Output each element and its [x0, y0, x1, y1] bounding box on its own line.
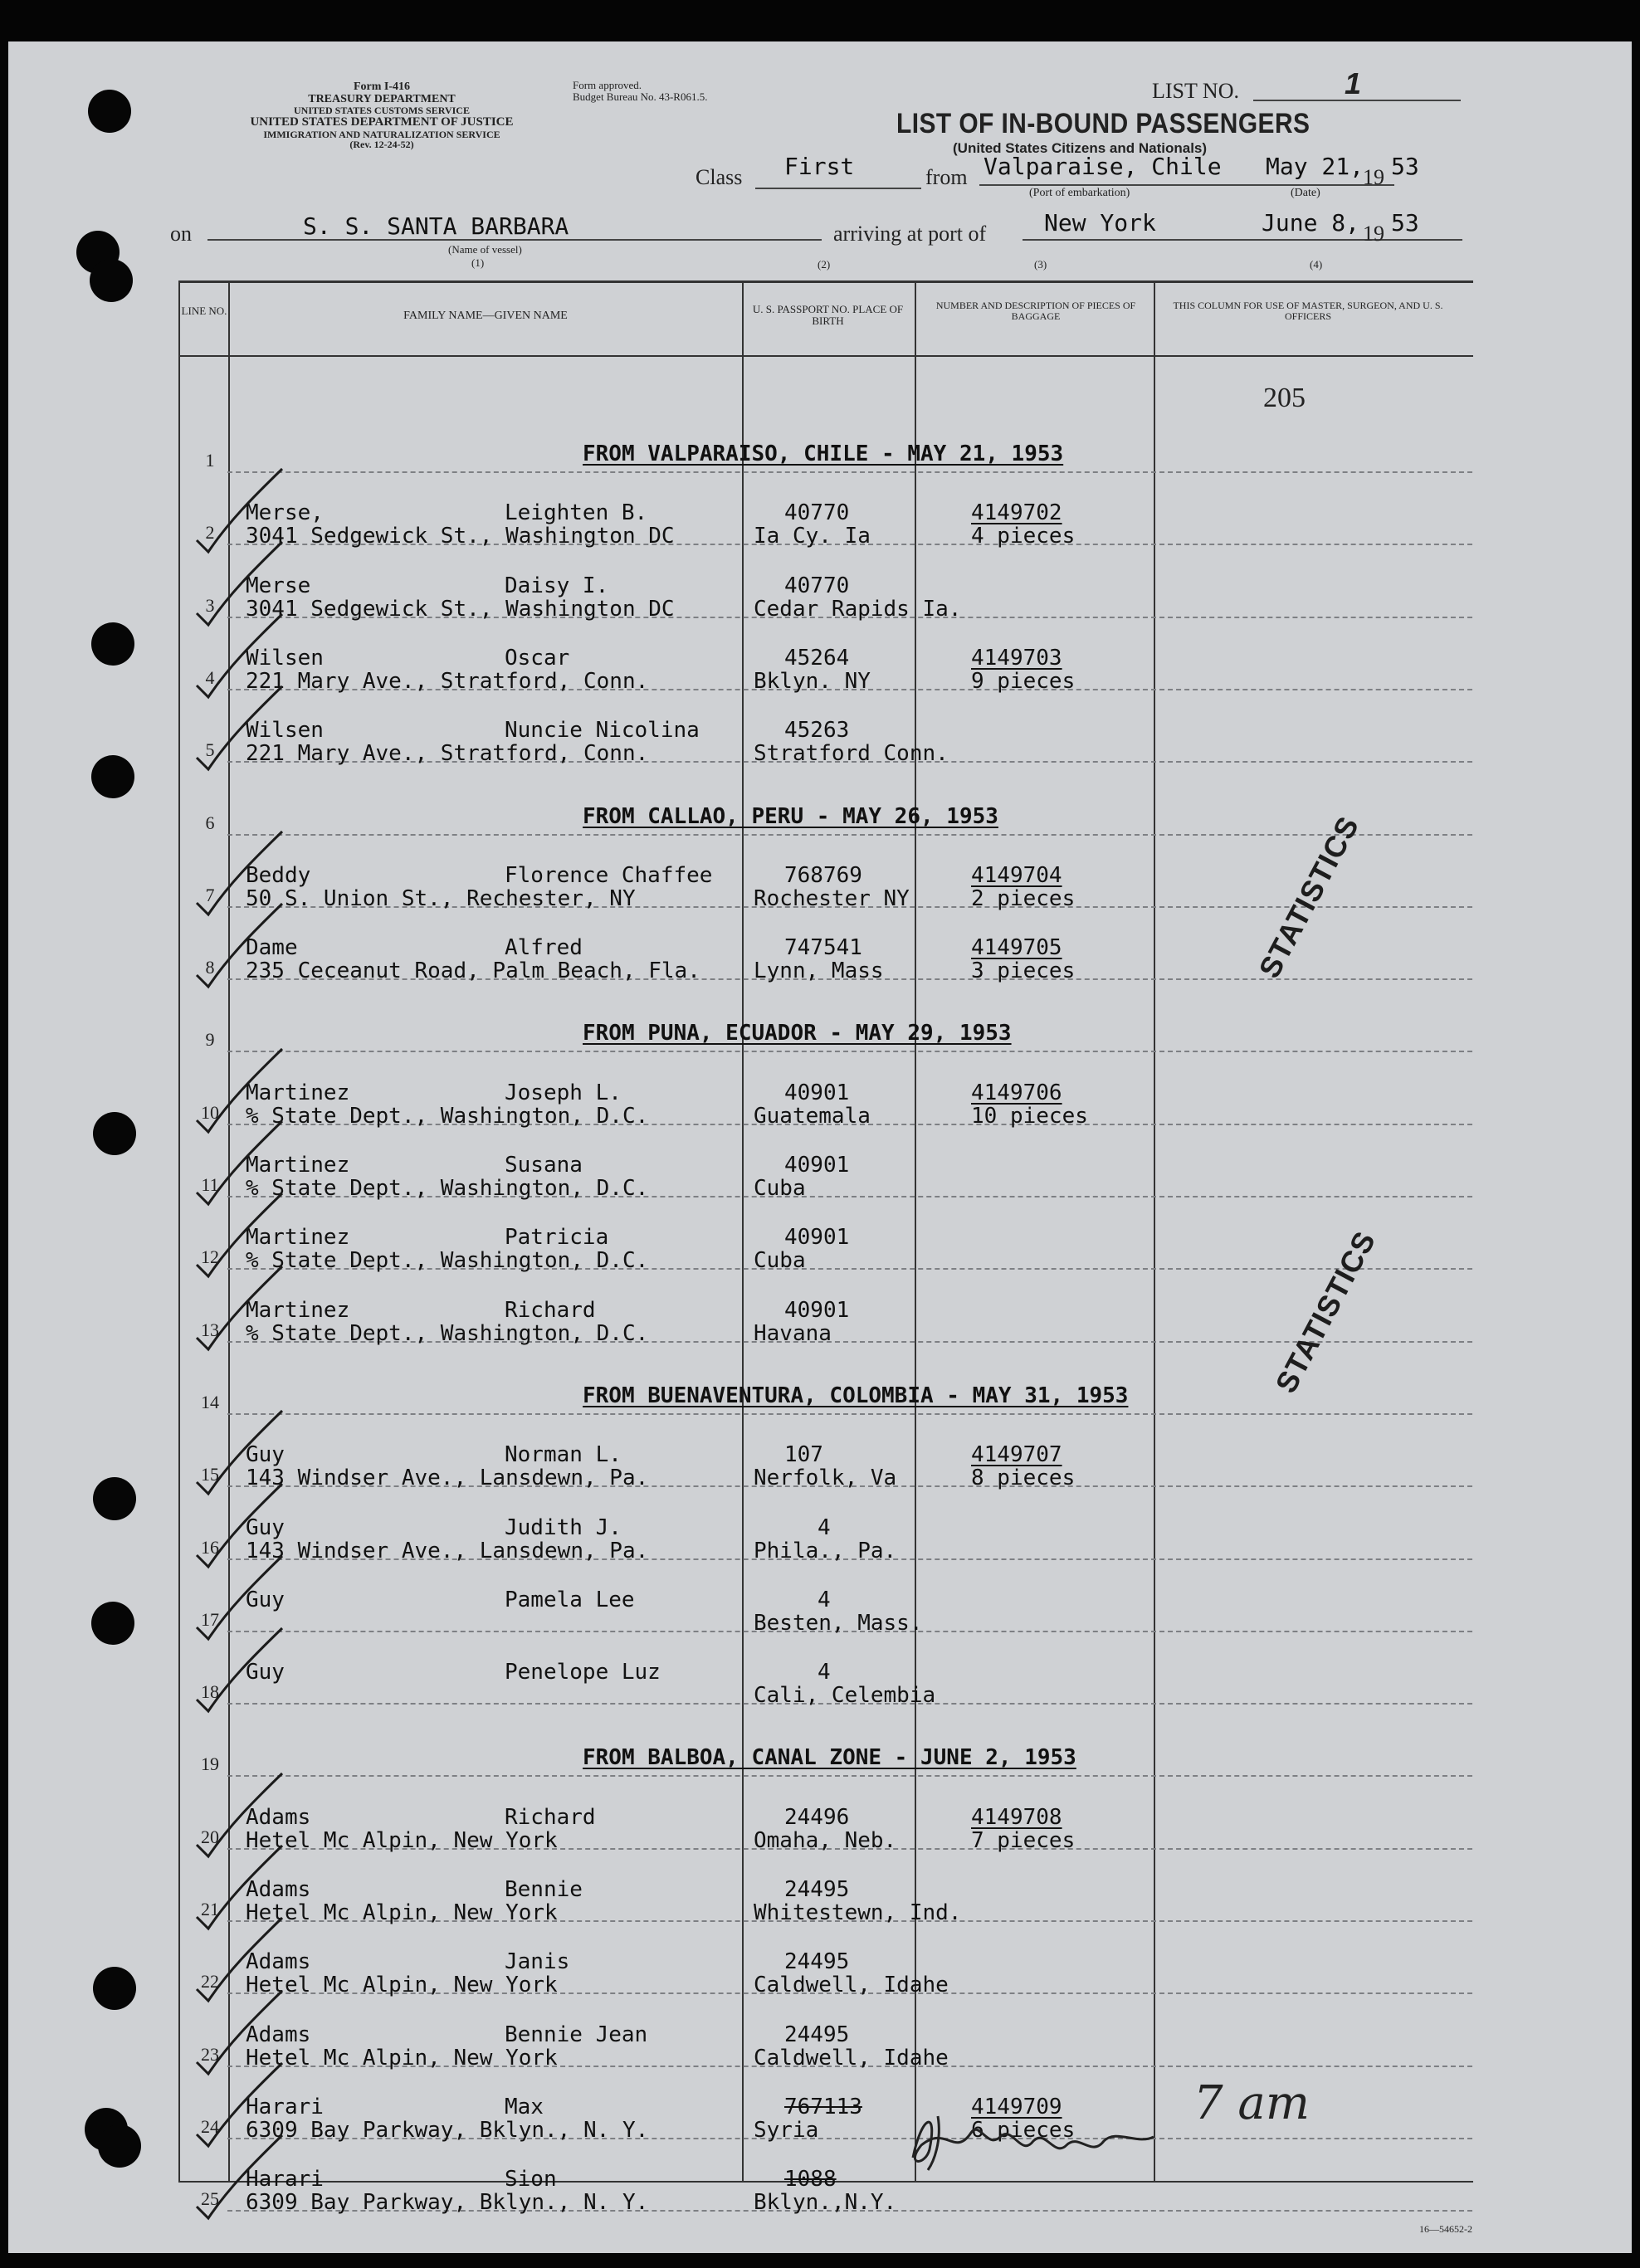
embarkation-date: May 21, — [1266, 153, 1364, 180]
col-header-baggage: NUMBER AND DESCRIPTION OF PIECES OF BAGGAGE — [935, 300, 1136, 322]
date-caption: (Date) — [1291, 187, 1320, 199]
given-name: Florence Chaffee — [505, 862, 713, 888]
place-of-birth: Cedar Rapids Ia. — [754, 596, 962, 622]
section-heading: FROM BUENAVENTURA, COLOMBIA - MAY 31, 1953 — [583, 1383, 1129, 1408]
list-no-value: 1 — [1345, 66, 1362, 100]
binder-hole — [98, 2124, 141, 2168]
arrival-date: June 8, — [1262, 209, 1360, 237]
row-rule — [227, 1051, 1472, 1052]
from-underline — [979, 184, 1394, 186]
home-address: 6309 Bay Parkway, Bklyn., N. Y. — [246, 2117, 649, 2143]
line-number: 5 — [205, 739, 215, 761]
arrival-year-prefix: 19 — [1363, 222, 1384, 246]
document-page — [8, 41, 1632, 2253]
passport-number: 4 — [818, 1514, 831, 1540]
section-heading: FROM PUNA, ECUADOR - MAY 29, 1953 — [583, 1021, 1012, 1046]
family-name: Merse — [246, 573, 311, 598]
line-number: 8 — [205, 957, 215, 978]
embarkation-year: 53 — [1391, 153, 1419, 180]
passport-number: 40901 — [784, 1297, 850, 1323]
on-label: on — [170, 222, 192, 246]
home-address: % State Dept., Washington, D.C. — [246, 1103, 649, 1129]
binder-hole — [90, 259, 133, 302]
statistics-stamp: STATISTICS — [1252, 810, 1366, 984]
place-of-birth: Phila., Pa. — [754, 1538, 897, 1563]
row-rule — [227, 1413, 1472, 1415]
baggage-pieces: 3 pieces — [971, 958, 1076, 984]
passport-number: 45264 — [784, 645, 850, 671]
line-number: 9 — [205, 1029, 215, 1051]
passport-number: 768769 — [784, 862, 862, 888]
family-name: Harari — [246, 2167, 324, 2192]
passport-number: 40770 — [784, 573, 850, 598]
embarkation-year-prefix: 19 — [1363, 165, 1384, 189]
family-name: Beddy — [246, 862, 311, 888]
place-of-birth: Cuba — [754, 1248, 806, 1274]
baggage-number: 4149703 — [971, 645, 1062, 671]
family-name: Harari — [246, 2094, 324, 2119]
passport-number: 747541 — [784, 935, 862, 961]
col-header-passport: U. S. PASSPORT NO. PLACE OF BIRTH — [752, 303, 904, 327]
line-number: 13 — [201, 1319, 219, 1340]
check-mark — [178, 1261, 286, 1353]
given-name: Oscar — [505, 645, 570, 671]
family-name: Wilsen — [246, 718, 324, 744]
passport-number: 45263 — [784, 718, 850, 744]
check-mark — [178, 2130, 286, 2222]
place-of-birth: Omaha, Neb. — [754, 1827, 897, 1853]
passport-number: 40901 — [784, 1080, 850, 1105]
binder-hole — [93, 1112, 136, 1155]
line-number: 21 — [201, 1899, 219, 1919]
port-embarkation-caption: (Port of embarkation) — [1029, 187, 1130, 199]
family-name: Adams — [246, 1877, 311, 1902]
home-address: % State Dept., Washington, D.C. — [246, 1320, 649, 1346]
given-name: Norman L. — [505, 1442, 622, 1468]
home-address: 143 Windser Ave., Lansdewn, Pa. — [246, 1466, 649, 1491]
home-address: Hetel Mc Alpin, New York — [246, 1973, 558, 1998]
home-address: 3041 Sedgewick St., Washington DC — [246, 524, 675, 549]
family-name: Wilsen — [246, 645, 324, 671]
section-heading: FROM VALPARAISO, CHILE - MAY 21, 1953 — [583, 441, 1064, 466]
col-rule-passport — [742, 280, 744, 2181]
home-address: 3041 Sedgewick St., Washington DC — [246, 596, 675, 622]
home-address: Hetel Mc Alpin, New York — [246, 1900, 558, 1925]
place-of-birth: Caldwell, Idahe — [754, 1973, 949, 1998]
line-number: 16 — [201, 1536, 219, 1558]
line-number: 12 — [201, 1246, 219, 1268]
line-number: 25 — [201, 2188, 219, 2210]
passport-number: 24495 — [784, 2022, 850, 2047]
given-name: Leighten B. — [505, 500, 648, 526]
given-name: Bennie Jean — [505, 2022, 648, 2047]
form-number: Form I-416 — [353, 80, 411, 93]
agency-customs: UNITED STATES CUSTOMS SERVICE — [294, 105, 470, 117]
home-address: 50 S. Union St., Rechester, NY — [246, 885, 636, 911]
place-of-birth: Cali, Celembia — [754, 1683, 936, 1709]
section-heading: FROM CALLAO, PERU - MAY 26, 1953 — [583, 803, 998, 829]
line-number: 7 — [205, 884, 215, 905]
home-address: Hetel Mc Alpin, New York — [246, 2045, 558, 2070]
baggage-pieces: 9 pieces — [971, 668, 1076, 694]
given-name: Joseph L. — [505, 1080, 622, 1105]
agency-justice: UNITED STATES DEPARTMENT OF JUSTICE — [250, 115, 514, 129]
arrival-year: 53 — [1391, 209, 1419, 237]
place-of-birth: Stratford Conn. — [754, 741, 949, 767]
line-number: 19 — [201, 1753, 219, 1775]
home-address: 143 Windser Ave., Lansdewn, Pa. — [246, 1538, 649, 1563]
vessel-name: S. S. SANTA BARBARA — [303, 212, 569, 240]
passport-number: 24496 — [784, 1804, 850, 1830]
given-name: Daisy I. — [505, 573, 609, 598]
home-address: % State Dept., Washington, D.C. — [246, 1248, 649, 1274]
check-mark — [178, 681, 286, 773]
passport-number: 40901 — [784, 1153, 850, 1178]
row-rule — [227, 834, 1472, 836]
family-name: Guy — [246, 1514, 285, 1540]
officer-note: 205 — [1263, 383, 1306, 413]
baggage-number: 4149709 — [971, 2094, 1062, 2119]
place-of-birth: Rochester NY — [754, 885, 910, 911]
class-underline — [755, 188, 921, 189]
passport-number: 107 — [784, 1442, 823, 1468]
line-number: 1 — [205, 450, 215, 471]
baggage-number: 4149704 — [971, 862, 1062, 888]
col-header-line-no: LINE NO. — [181, 305, 227, 317]
col-header-officers: THIS COLUMN FOR USE OF MASTER, SURGEON, AND U. S. OFFICERS — [1173, 300, 1443, 322]
given-name: Penelope Luz — [505, 1660, 661, 1685]
family-name: Adams — [246, 2022, 311, 2047]
place-of-birth: Bklyn.,N.Y. — [754, 2190, 897, 2216]
check-mark — [178, 1623, 286, 1714]
section-heading: FROM BALBOA, CANAL ZONE - JUNE 2, 1953 — [583, 1745, 1076, 1771]
passport-number: 40770 — [784, 500, 850, 526]
officer-signature — [896, 2100, 1170, 2174]
home-address: 221 Mary Ave., Stratford, Conn. — [246, 741, 649, 767]
baggage-number: 4149708 — [971, 1804, 1062, 1830]
line-number: 18 — [201, 1681, 219, 1703]
family-name: Merse, — [246, 500, 324, 526]
given-name: Pamela Lee — [505, 1587, 635, 1612]
arrival-port: New York — [1044, 209, 1156, 237]
family-name: Adams — [246, 1804, 311, 1830]
check-mark — [178, 899, 286, 990]
line-number: 22 — [201, 1971, 219, 1992]
line-number: 6 — [205, 812, 215, 833]
given-name: Bennie — [505, 1877, 583, 1902]
class-value: First — [784, 153, 855, 180]
vessel-caption: (Name of vessel) — [448, 243, 522, 256]
home-address: 235 Ceceanut Road, Palm Beach, Fla. — [246, 958, 700, 984]
col-rule-baggage — [915, 280, 916, 2181]
home-address: % State Dept., Washington, D.C. — [246, 1176, 649, 1201]
col-header-name: FAMILY NAME—GIVEN NAME — [403, 310, 568, 322]
agency-treasury: TREASURY DEPARTMENT — [308, 92, 456, 105]
line-number: 2 — [205, 522, 215, 544]
family-name: Guy — [246, 1587, 285, 1612]
family-name: Martinez — [246, 1153, 350, 1178]
given-name: Janis — [505, 1949, 570, 1975]
baggage-pieces: 10 pieces — [971, 1103, 1088, 1129]
baggage-number: 4149702 — [971, 500, 1062, 526]
agency-ins: IMMIGRATION AND NATURALIZATION SERVICE — [263, 128, 500, 140]
place-of-birth: Bklyn. NY — [754, 668, 871, 694]
binder-hole — [91, 1602, 134, 1645]
from-label: from — [925, 165, 968, 189]
form-print-code: 16—54652-2 — [1419, 2223, 1472, 2235]
given-name: Richard — [505, 1297, 596, 1323]
home-address: 221 Mary Ave., Stratford, Conn. — [246, 668, 649, 694]
place-of-birth: Cuba — [754, 1176, 806, 1201]
family-name: Guy — [246, 1442, 285, 1468]
baggage-pieces: 4 pieces — [971, 524, 1076, 549]
budget-bureau-line: Budget Bureau No. 43-R061.5. — [573, 90, 708, 103]
binder-hole — [93, 1967, 136, 2010]
binder-hole — [93, 1477, 136, 1520]
form-agency-block — [174, 81, 589, 150]
table-top-rule — [178, 280, 1473, 283]
given-name: Nuncie Nicolina — [505, 718, 700, 744]
approval-line: Form approved. — [573, 79, 642, 91]
given-name: Richard — [505, 1804, 596, 1830]
given-name: Judith J. — [505, 1514, 622, 1540]
baggage-pieces: 8 pieces — [971, 1466, 1076, 1491]
col-rule-officers — [1154, 280, 1155, 2181]
place-of-birth: Lynn, Mass — [754, 958, 884, 984]
arrival-underline — [1023, 239, 1462, 241]
home-address: 6309 Bay Parkway, Bklyn., N. Y. — [246, 2190, 649, 2216]
family-name: Martinez — [246, 1225, 350, 1251]
binder-hole — [88, 90, 131, 133]
place-of-birth: Syria — [754, 2117, 819, 2143]
line-number: 17 — [201, 1608, 219, 1630]
place-of-birth: Whitestewn, Ind. — [754, 1900, 962, 1925]
caption-1: (1) — [471, 256, 485, 269]
caption-4: (4) — [1310, 258, 1323, 271]
row-rule — [227, 1775, 1472, 1777]
line-number: 3 — [205, 594, 215, 616]
given-name: Alfred — [505, 935, 583, 961]
line-number: 10 — [201, 1101, 219, 1123]
line-number: 11 — [201, 1174, 219, 1195]
passport-number: 1088 — [784, 2167, 837, 2192]
baggage-pieces: 2 pieces — [971, 885, 1076, 911]
statistics-stamp: STATISTICS — [1268, 1225, 1383, 1399]
passport-number: 40901 — [784, 1225, 850, 1251]
form-subtitle: (United States Citizens and Nationals) — [953, 140, 1208, 156]
form-revision: (Rev. 12-24-52) — [349, 139, 414, 151]
caption-3: (3) — [1034, 258, 1047, 271]
port-of-embarkation: Valparaise, Chile — [984, 153, 1222, 180]
place-of-birth: Guatemala — [754, 1103, 871, 1129]
table-header-rule — [178, 355, 1473, 357]
line-number: 24 — [201, 2115, 219, 2137]
passport-number: 4 — [818, 1587, 831, 1612]
passport-number: 24495 — [784, 1877, 850, 1902]
passport-number: 767113 — [784, 2094, 862, 2119]
arriving-label: arriving at port of — [833, 222, 987, 246]
baggage-number: 4149706 — [971, 1080, 1062, 1105]
given-name: Sion — [505, 2167, 557, 2192]
line-number: 15 — [201, 1464, 219, 1485]
caption-2: (2) — [818, 258, 831, 271]
family-name: Adams — [246, 1949, 311, 1975]
handwritten-time: 7 am — [1193, 2076, 1310, 2130]
given-name: Susana — [505, 1153, 583, 1178]
line-number: 4 — [205, 666, 215, 688]
approval-block — [573, 80, 707, 102]
family-name: Dame — [246, 935, 298, 961]
line-number: 14 — [201, 1391, 219, 1412]
place-of-birth: Besten, Mass. — [754, 1610, 923, 1636]
family-name: Martinez — [246, 1080, 350, 1105]
baggage-pieces: 6 pieces — [971, 2117, 1076, 2143]
baggage-number: 4149705 — [971, 935, 1062, 961]
given-name: Max — [505, 2094, 544, 2119]
binder-hole — [91, 622, 134, 666]
baggage-number: 4149707 — [971, 1442, 1062, 1468]
home-address: Hetel Mc Alpin, New York — [246, 1827, 558, 1853]
family-name: Martinez — [246, 1297, 350, 1323]
passport-number: 24495 — [784, 1949, 850, 1975]
row-rule — [227, 471, 1472, 473]
place-of-birth: Nerfolk, Va — [754, 1466, 897, 1491]
line-number: 23 — [201, 2043, 219, 2065]
binder-hole — [91, 755, 134, 798]
baggage-pieces: 7 pieces — [971, 1827, 1076, 1853]
line-number: 20 — [201, 1826, 219, 1847]
place-of-birth: Ia Cy. Ia — [754, 524, 871, 549]
place-of-birth: Caldwell, Idahe — [754, 2045, 949, 2070]
class-label: Class — [696, 165, 743, 189]
form-title: LIST OF IN-BOUND PASSENGERS — [896, 108, 1311, 139]
place-of-birth: Havana — [754, 1320, 832, 1346]
family-name: Guy — [246, 1660, 285, 1685]
given-name: Patricia — [505, 1225, 609, 1251]
list-no-label: LIST NO. — [1152, 79, 1239, 103]
passport-number: 4 — [818, 1660, 831, 1685]
